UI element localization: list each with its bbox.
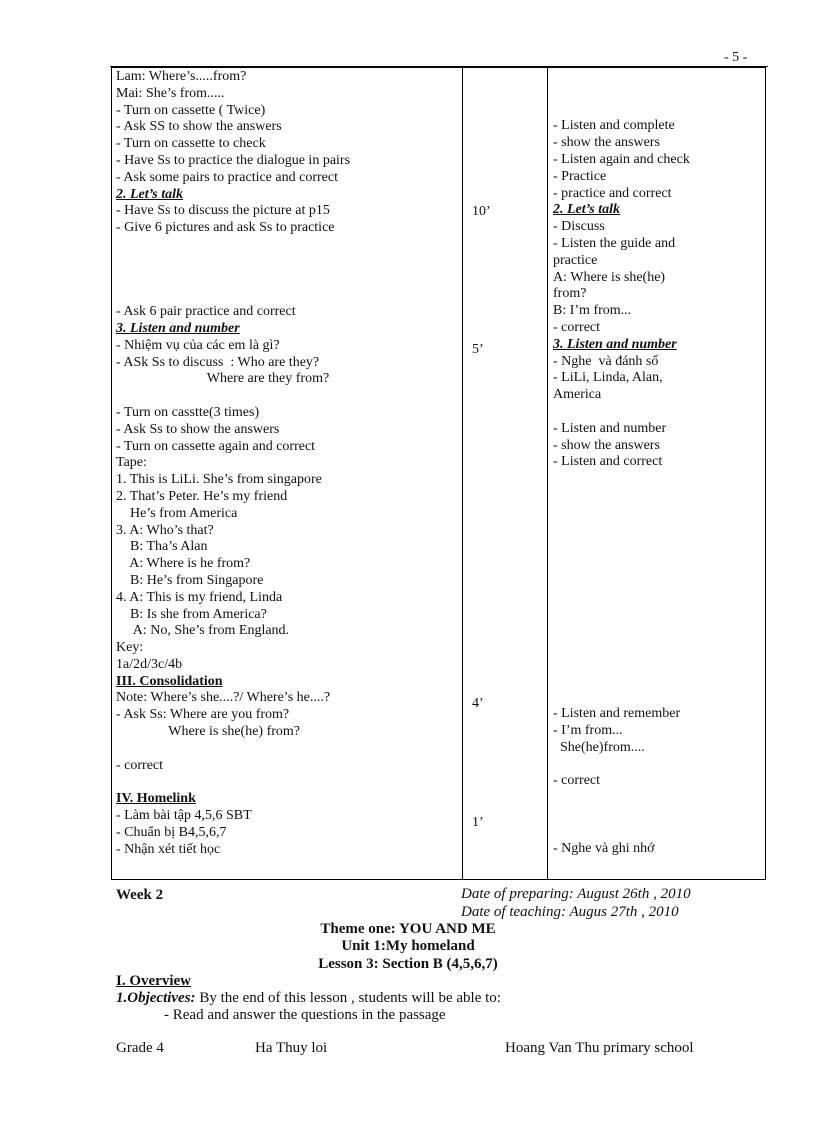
teacher-activity-line: Key: xyxy=(116,640,144,656)
student-activity-line: 3. Listen and number xyxy=(553,336,677,352)
teacher-activity-line: 3. Listen and number xyxy=(116,320,240,336)
student-activity-line xyxy=(553,639,760,656)
time-cell: 1’ xyxy=(472,815,484,830)
student-activity-line xyxy=(553,622,760,639)
teacher-activity-line xyxy=(116,741,458,758)
objectives-text: By the end of this lesson , students will be able to: xyxy=(195,990,501,1006)
student-activity-line: - Listen and number xyxy=(553,420,667,436)
time-cell: 10’ xyxy=(472,204,491,219)
teacher-activity-line: - Ask Ss to show the answers xyxy=(116,421,280,437)
student-activity-line: She(he)from.... xyxy=(553,739,645,755)
teacher-activity-line: 1a/2d/3c/4b xyxy=(116,656,183,672)
student-activity-line xyxy=(553,824,760,841)
teacher-activity-line: III. Consolidation xyxy=(116,673,223,689)
teacher-activity-line: - Give 6 pictures and ask Ss to practice xyxy=(116,220,335,236)
teacher-activity-line: 3. A: Who’s that? xyxy=(116,522,214,538)
student-activity-line xyxy=(553,656,760,673)
student-activity-line: - I’m from... xyxy=(553,723,623,739)
student-activity-line: - Nghe và ghi nhớ xyxy=(553,840,655,856)
teacher-activity-line: - Have Ss to practice the dialogue in pairs xyxy=(116,152,351,168)
time-cell: 5’ xyxy=(472,342,484,357)
lesson-table xyxy=(111,67,766,880)
teacher-activity-line: B: Tha’s Alan xyxy=(116,539,208,555)
student-activity-line xyxy=(553,404,760,421)
teacher-activity-line: - Làm bài tập 4,5,6 SBT xyxy=(116,808,252,824)
student-activity-line xyxy=(553,555,760,572)
student-activity-line: - Listen and complete xyxy=(553,118,675,134)
student-activity-line xyxy=(553,85,760,102)
unit-title: Unit 1:My homeland xyxy=(341,938,475,954)
time-column xyxy=(463,68,548,879)
student-activity-line xyxy=(553,488,760,505)
student-activity-line: from? xyxy=(553,286,587,302)
student-activity-line xyxy=(553,522,760,539)
objectives-label: 1.Objectives: xyxy=(116,990,196,1006)
teacher-activity-line xyxy=(116,388,458,405)
student-activity-line xyxy=(553,102,760,119)
date-teaching: Date of teaching: Augus 27th , 2010 xyxy=(461,904,679,920)
teacher-activity-line xyxy=(116,237,458,254)
teacher-activity-line: - Turn on cassette ( Twice) xyxy=(116,102,266,118)
teacher-activity-line xyxy=(116,271,458,288)
teacher-activity-line: B: He’s from Singapore xyxy=(116,572,264,588)
teacher-activity-line: - Have Ss to discuss the picture at p15 xyxy=(116,203,330,219)
footer-school: Hoang Van Thu primary school xyxy=(505,1040,694,1056)
student-activity-line: - show the answers xyxy=(553,135,660,151)
date-preparing: Date of preparing: August 26th , 2010 xyxy=(461,886,691,902)
student-activity-line: - Listen and remember xyxy=(553,706,681,722)
student-activity-line xyxy=(553,471,760,488)
teacher-activity-line: Where is she(he) from? xyxy=(116,724,301,740)
teacher-activity-line: - correct xyxy=(116,757,164,773)
week-label: Week 2 xyxy=(116,887,164,903)
teacher-activity-line: - Ask some pairs to practice and correct xyxy=(116,169,338,185)
student-activity-line: America xyxy=(553,387,602,403)
teacher-activity-line: 2. Let’s talk xyxy=(116,186,184,202)
student-activity-line xyxy=(553,505,760,522)
teacher-activity-line: Lam: Where’s.....from? xyxy=(116,69,247,84)
teacher-activity-line: Note: Where’s she....?/ Where’s he....? xyxy=(116,690,331,706)
teacher-activity-line xyxy=(116,254,458,271)
lesson-title: Lesson 3: Section B (4,5,6,7) xyxy=(318,956,498,972)
teacher-activity-line: He’s from America xyxy=(116,505,238,521)
teacher-activity-line: Tape: xyxy=(116,455,147,471)
teacher-activity-line: - Nhận xét tiết học xyxy=(116,841,221,857)
page-number: - 5 - xyxy=(724,50,748,65)
teacher-activity-line: - Chuẩn bị B4,5,6,7 xyxy=(116,824,227,840)
student-activity-line: - Practice xyxy=(553,168,607,184)
footer-teacher: Ha Thuy loi xyxy=(255,1040,328,1056)
student-activity-line xyxy=(553,538,760,555)
student-activity-line xyxy=(553,673,760,690)
teacher-activity-line: - Turn on cassette to check xyxy=(116,136,266,152)
student-activity-line: 2. Let’s talk xyxy=(553,202,621,218)
student-activity-line xyxy=(553,606,760,623)
teacher-activity-line: Where are they from? xyxy=(116,371,330,387)
teacher-activity-line: 4. A: This is my friend, Linda xyxy=(116,589,283,605)
teacher-activity-line: B: Is she from America? xyxy=(116,606,267,622)
student-activity-line: - Listen again and check xyxy=(553,151,690,167)
student-activity-line xyxy=(553,689,760,706)
student-activity-line: - correct xyxy=(553,773,601,789)
teacher-activity-line: A: Where is he from? xyxy=(116,556,251,572)
time-cell: 4’ xyxy=(472,696,484,711)
teacher-activity-line: 1. This is LiLi. She’s from singapore xyxy=(116,472,322,488)
student-activity-line: - Listen and correct xyxy=(553,454,663,470)
student-activity-line xyxy=(553,572,760,589)
student-activities-column xyxy=(548,68,765,879)
teacher-activities-column xyxy=(112,68,463,879)
student-activity-line xyxy=(553,790,760,807)
teacher-activity-line: - Nhiệm vụ của các em là gì? xyxy=(116,337,280,353)
teacher-activity-line: Mai: She’s from..... xyxy=(116,85,225,101)
teacher-activity-line: - Ask 6 pair practice and correct xyxy=(116,304,296,320)
teacher-activity-line: - Ask SS to show the answers xyxy=(116,119,282,135)
teacher-activity-line: IV. Homelink xyxy=(116,791,196,807)
student-activity-line: - Discuss xyxy=(553,219,605,235)
student-activity-line xyxy=(553,589,760,606)
student-activity-line xyxy=(553,757,760,774)
teacher-activity-line: - Turn on cassette again and correct xyxy=(116,438,316,454)
student-activity-line: A: Where is she(he) xyxy=(553,269,666,285)
student-activity-line: - LiLi, Linda, Alan, xyxy=(553,370,663,386)
overview-heading: I. Overview xyxy=(116,973,191,989)
teacher-activity-line: - Turn on casstte(3 times) xyxy=(116,404,260,420)
student-activity-line: - Listen the guide and xyxy=(553,235,676,251)
teacher-activity-line: 2. That’s Peter. He’s my friend xyxy=(116,488,288,504)
student-activity-line xyxy=(553,68,760,85)
teacher-activity-line xyxy=(116,774,458,791)
student-activity-line: B: I’m from... xyxy=(553,303,632,319)
objective-item: - Read and answer the questions in the passage xyxy=(164,1007,446,1023)
teacher-activity-line: - Ask Ss: Where are you from? xyxy=(116,707,290,723)
student-activity-line: - correct xyxy=(553,319,601,335)
teacher-activity-line: - ASk Ss to discuss : Who are they? xyxy=(116,354,320,370)
teacher-activity-line: A: No, She’s from England. xyxy=(116,623,290,639)
teacher-activity-line xyxy=(116,287,458,304)
theme-title: Theme one: YOU AND ME xyxy=(320,921,496,937)
student-activity-line: - practice and correct xyxy=(553,185,672,201)
student-activity-line: - show the answers xyxy=(553,437,660,453)
student-activity-line xyxy=(553,807,760,824)
student-activity-line: - Nghe và đánh số xyxy=(553,353,659,369)
objectives-line xyxy=(116,990,501,1007)
footer-grade: Grade 4 xyxy=(116,1040,164,1056)
student-activity-line: practice xyxy=(553,252,598,268)
